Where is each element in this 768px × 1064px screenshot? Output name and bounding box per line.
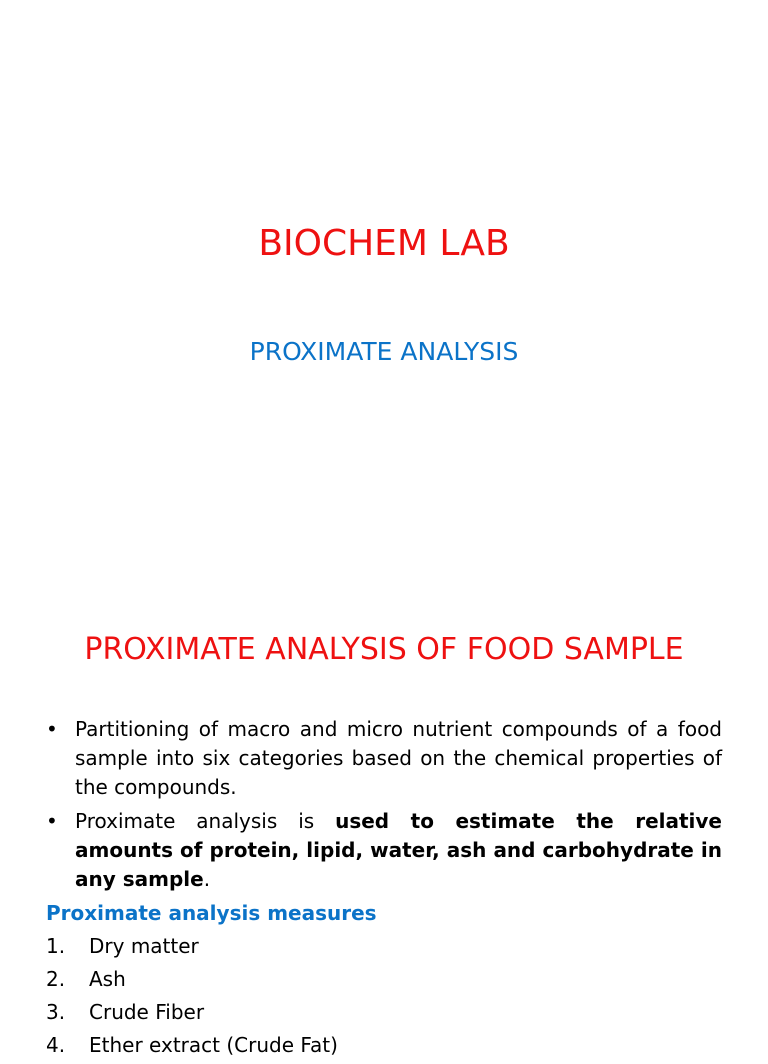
list-label: Ash xyxy=(89,967,126,991)
slide-content xyxy=(46,715,722,1064)
list-label: Crude Fiber xyxy=(89,1000,205,1024)
slide-title: BIOCHEM LAB xyxy=(258,223,510,264)
list-item xyxy=(46,1031,722,1060)
section-heading: PROXIMATE ANALYSIS OF FOOD SAMPLE xyxy=(84,632,684,667)
bullet-text-suffix: . xyxy=(203,867,211,891)
list-number: 4. xyxy=(46,1033,66,1057)
bullet-icon: • xyxy=(46,717,58,741)
list-number: 2. xyxy=(46,967,66,991)
bullet-text-bold: used to estimate the relative amounts of protein, lipid, water, ash and carbohydrate in any sample xyxy=(75,809,722,891)
measures-heading: Proximate analysis measures xyxy=(46,901,377,925)
list-number: 3. xyxy=(46,1000,66,1024)
list-item xyxy=(46,932,722,961)
list-item xyxy=(46,998,722,1027)
list-item xyxy=(46,965,722,994)
bullet-item xyxy=(46,715,722,802)
bullet-icon: • xyxy=(46,809,58,833)
bullet-text-prefix: Proximate analysis is xyxy=(75,809,336,833)
list-number: 1. xyxy=(46,934,66,958)
list-label: Dry matter xyxy=(89,934,199,958)
bullet-text: Partitioning of macro and micro nutrient compounds of a food sample into six categories based on the chemical properties of the compounds. xyxy=(75,717,722,799)
list-label: Ether extract (Crude Fat) xyxy=(89,1033,338,1057)
slide-subtitle: PROXIMATE ANALYSIS xyxy=(249,337,519,366)
bullet-item xyxy=(46,807,722,894)
